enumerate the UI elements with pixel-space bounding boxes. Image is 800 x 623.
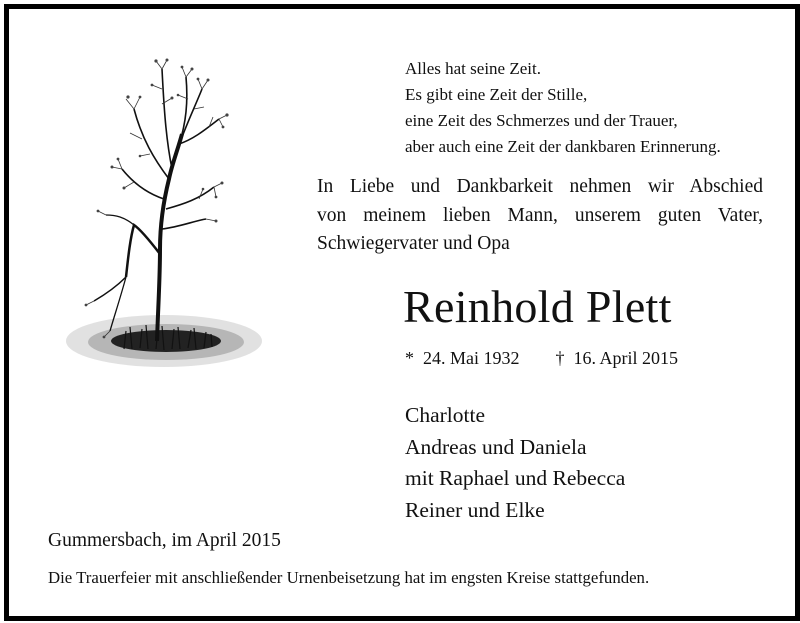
place-date: Gummersbach, im April 2015 (48, 530, 281, 551)
life-dates (405, 345, 678, 371)
poem (405, 56, 721, 160)
intro-text (317, 173, 763, 259)
funeral-note: Die Trauerfeier mit anschließender Urnenbeisetzung hat im engsten Kreise stattgefunden. (48, 568, 650, 587)
intro-line: Schwiegervater und Opa (317, 233, 510, 254)
family-line: Reiner und Elke (405, 497, 545, 522)
family-line: mit Raphael und Rebecca (405, 466, 626, 490)
birth-symbol: * (405, 348, 414, 368)
family-line: Andreas und Daniela (405, 434, 587, 459)
poem-line: eine Zeit des Schmerzes und der Trauer, (405, 111, 678, 130)
birth-date: 24. Mai 1932 (423, 348, 520, 368)
poem-line: Es gibt eine Zeit der Stille, (405, 85, 588, 104)
tree-icon (54, 49, 269, 384)
family-line: Charlotte (405, 403, 486, 427)
death-date: 16. April 2015 (573, 348, 679, 368)
poem-line: Alles hat seine Zeit. (405, 59, 541, 78)
family-list (405, 400, 625, 526)
obituary-card (4, 4, 800, 621)
death-symbol: † (555, 348, 565, 368)
intro-line: In Liebe und Dankbarkeit nehmen wir Abschied (317, 176, 763, 197)
intro-line: von meinem lieben Mann, unserem guten Vater, (317, 204, 763, 226)
deceased-name: Reinhold Plett (403, 281, 672, 332)
poem-line: aber auch eine Zeit der dankbaren Erinnerung. (405, 137, 721, 156)
